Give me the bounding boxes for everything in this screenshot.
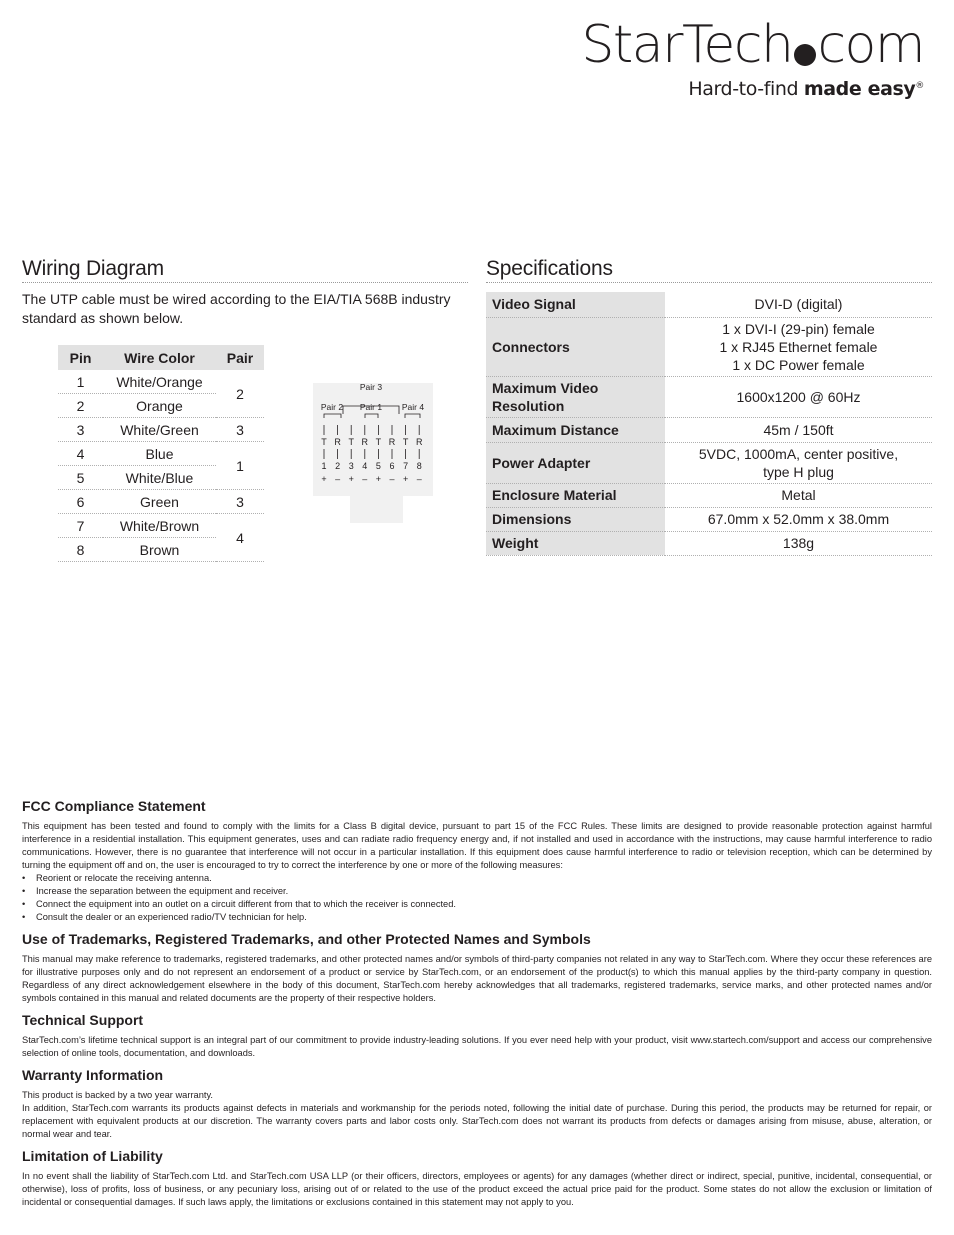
table-row bbox=[486, 531, 932, 555]
pair-4-label: Pair 4 bbox=[401, 402, 425, 412]
spec-value bbox=[665, 317, 932, 376]
pin-polarity-label: – bbox=[362, 474, 368, 484]
list-item: • Consult the dealer or an experienced radio/TV technician for help. bbox=[22, 911, 932, 924]
specs-title-rule bbox=[486, 282, 932, 283]
spec-label: Maximum Distance bbox=[486, 417, 665, 442]
pin-tr-label: R bbox=[361, 437, 369, 447]
logo-name-part-1: StarTech bbox=[581, 15, 793, 75]
spec-value-line: 5VDC, 1000mA, center positive, bbox=[698, 445, 899, 462]
pin-number-label: 8 bbox=[416, 461, 422, 471]
startech-logo bbox=[581, 14, 924, 100]
pair-cell: 2 bbox=[216, 370, 264, 418]
fcc-measures-list bbox=[22, 872, 932, 924]
table-row bbox=[486, 317, 932, 376]
pair-3-label: Pair 3 bbox=[359, 382, 383, 392]
list-item: • Connect the equipment into an outlet on a circuit different from that to which the receiver is connected. bbox=[22, 898, 932, 911]
logo-name-part-2: com bbox=[817, 15, 924, 75]
wire-color-cell: Green bbox=[103, 490, 216, 514]
tagline-regular: Hard-to-find bbox=[688, 78, 804, 100]
pin-tr-label: T bbox=[402, 437, 409, 447]
pin-tr-label: R bbox=[415, 437, 423, 447]
spec-label: Video Signal bbox=[486, 292, 665, 317]
tagline-bold: made easy bbox=[803, 78, 916, 100]
spec-value: Metal bbox=[665, 483, 932, 507]
table-row bbox=[58, 442, 264, 466]
spec-label: Connectors bbox=[486, 317, 665, 376]
table-row bbox=[486, 292, 932, 317]
fcc-body: This equipment has been tested and found to comply with the limits for a Class B digital device, pursuant to part 15 of the FCC Rules. These limits are designed to provide reasonable protection against harmful interference in a residential installation. This equipment generates, uses and can radiate radio frequency energy and, if not installed and used in accordance with the instructions, may cause harmful interference to radio communications. However, there is no guarantee that interference will not occur in a particular installation. If this equipment does cause harmful interference to radio or television reception, which can be determined by turning the equipment off and on, the user is encouraged to try to correct the interference by one or more of the following measures: bbox=[22, 821, 932, 870]
pin-number-label: 7 bbox=[403, 461, 409, 471]
pin-cell: 3 bbox=[58, 418, 103, 442]
wire-color-cell: White/Orange bbox=[103, 370, 216, 394]
spec-value-line: type H plug bbox=[763, 463, 834, 480]
rj45-pinout-diagram bbox=[310, 378, 436, 528]
table-row bbox=[486, 507, 932, 531]
spec-value bbox=[665, 442, 932, 483]
pin-polarity-label: + bbox=[348, 474, 354, 484]
table-row bbox=[486, 442, 932, 483]
wire-color-cell: Orange bbox=[103, 394, 216, 418]
spec-label: Dimensions bbox=[486, 507, 665, 531]
pin-cell: 7 bbox=[58, 514, 103, 538]
pin-tr-label: R bbox=[334, 437, 341, 447]
spec-value: 67.0mm x 52.0mm x 38.0mm bbox=[665, 507, 932, 531]
pair-cell: 1 bbox=[216, 442, 264, 490]
liability-body: In no event shall the liability of StarTech.com Ltd. and StarTech.com USA LLP (or their officers, directors, employees or agents) for any damages (whether direct or indirect, special, punitive, incidental, consequential, or otherwise), loss of profits, loss of business, or any pecuniary loss, arising out of or related to the use of the product exceed the actual price paid for the product. Some states do not allow the exclusion or limitation of incidental or consequential damages. If such laws apply, the limitations or exclusions contained in this statement may not apply to you. bbox=[22, 1171, 932, 1207]
spec-value-line: 1 x DC Power female bbox=[732, 356, 865, 373]
pin-cell: 4 bbox=[58, 442, 103, 466]
support-body: StarTech.com’s lifetime technical support is an integral part of our commitment to provide industry-leading solutions. If you ever need help with your product, visit www.startech.com/support and access our comprehensive selection of online tools, documentation, and downloads. bbox=[22, 1035, 932, 1058]
pin-number-label: 4 bbox=[362, 461, 368, 471]
table-row bbox=[486, 483, 932, 507]
wiring-title-rule bbox=[22, 282, 468, 283]
pair-cell: 3 bbox=[216, 418, 264, 442]
pin-number-label: 3 bbox=[348, 461, 354, 471]
pin-polarity-label: + bbox=[375, 474, 382, 484]
list-item: • Reorient or relocate the receiving antenna. bbox=[22, 872, 932, 885]
header-wire-color: Wire Color bbox=[103, 345, 216, 370]
wire-color-cell: Brown bbox=[103, 538, 216, 562]
warranty-line: This product is backed by a two year warranty. bbox=[22, 1090, 214, 1100]
spec-label: Power Adapter bbox=[486, 442, 665, 483]
pin-tr-label: T bbox=[321, 437, 327, 447]
pin-cell: 6 bbox=[58, 490, 103, 514]
specifications-title: Specifications bbox=[486, 257, 613, 280]
pin-number-label: 5 bbox=[375, 461, 381, 471]
pin-number-label: 6 bbox=[389, 461, 395, 471]
spec-value: 138g bbox=[665, 531, 932, 555]
wiring-diagram-title: Wiring Diagram bbox=[22, 257, 164, 280]
warranty-heading: Warranty Information bbox=[22, 1067, 164, 1083]
pin-tr-label: T bbox=[375, 437, 382, 447]
fcc-heading: FCC Compliance Statement bbox=[22, 798, 206, 814]
header-pin: Pin bbox=[58, 345, 103, 370]
spec-label: Maximum Video Resolution bbox=[486, 376, 665, 417]
pair-cell: 4 bbox=[216, 514, 264, 562]
warranty-block bbox=[22, 1067, 932, 1141]
trademarks-heading: Use of Trademarks, Registered Trademarks, and other Protected Names and Symbols bbox=[22, 931, 591, 947]
pair-1-label: Pair 1 bbox=[359, 402, 383, 412]
wire-color-cell: White/Green bbox=[103, 418, 216, 442]
table-row bbox=[58, 418, 264, 442]
spec-label: Enclosure Material bbox=[486, 483, 665, 507]
legal-section bbox=[22, 798, 932, 1216]
table-row bbox=[58, 514, 264, 538]
pin-cell: 5 bbox=[58, 466, 103, 490]
liability-heading: Limitation of Liability bbox=[22, 1148, 163, 1164]
spec-label: Weight bbox=[486, 531, 665, 555]
pin-number-label: 1 bbox=[321, 461, 327, 471]
support-block bbox=[22, 1012, 932, 1060]
specifications-table bbox=[486, 292, 932, 556]
spec-value-line: 1 x RJ45 Ethernet female bbox=[719, 338, 878, 355]
trademarks-body: This manual may make reference to trademarks, registered trademarks, and other protected names and/or symbols of third-party companies not related in any way to StarTech.com. Where they occur these references are for illustrative purposes only and do not represent an endorsement of a product or service by StarTech.com, or an endorsement of the product(s) to which this manual applies by the third-party company in question. Regardless of any direct acknowledgement elsewhere in the body of this document, StarTech.com hereby acknowledges that all trademarks, registered trademarks, service marks, and other protected names and/or symbols contained in this manual and related documents are the property of their respective holders. bbox=[22, 954, 932, 1003]
pair-cell: 3 bbox=[216, 490, 264, 514]
table-row bbox=[58, 370, 264, 394]
support-heading: Technical Support bbox=[22, 1012, 144, 1028]
pin-cell: 8 bbox=[58, 538, 103, 562]
header-pair: Pair bbox=[216, 345, 264, 370]
spec-value: 1600x1200 @ 60Hz bbox=[665, 376, 932, 417]
spec-value: DVI-D (digital) bbox=[665, 292, 932, 317]
table-row bbox=[58, 490, 264, 514]
registered-mark: ® bbox=[915, 81, 924, 91]
spec-value: 45m / 150ft bbox=[665, 417, 932, 442]
trademarks-block bbox=[22, 931, 932, 1005]
logo-wordmark bbox=[581, 14, 924, 76]
pair-2-label: Pair 2 bbox=[320, 402, 344, 412]
logo-dot-icon bbox=[794, 44, 816, 66]
pin-cell: 2 bbox=[58, 394, 103, 418]
pin-number-label: 2 bbox=[335, 461, 341, 471]
pin-cell: 1 bbox=[58, 370, 103, 394]
logo-tagline bbox=[581, 78, 924, 100]
wiring-table-header-row bbox=[58, 345, 264, 370]
pin-polarity-label: – bbox=[389, 474, 395, 484]
wiring-intro-text: The UTP cable must be wired according to the EIA/TIA 568B industry standard as shown below. bbox=[22, 291, 451, 326]
table-row bbox=[486, 417, 932, 442]
list-item: • Increase the separation between the equipment and receiver. bbox=[22, 885, 932, 898]
pin-tr-label: T bbox=[348, 437, 354, 447]
wire-color-cell: White/Brown bbox=[103, 514, 216, 538]
liability-block bbox=[22, 1148, 932, 1209]
table-row bbox=[486, 376, 932, 417]
pin-polarity-label: + bbox=[402, 474, 409, 484]
pin-tr-label: R bbox=[388, 437, 396, 447]
wire-color-cell: White/Blue bbox=[103, 466, 216, 490]
pin-polarity-label: – bbox=[416, 474, 422, 484]
pin-polarity-label: + bbox=[321, 474, 327, 484]
pin-polarity-label: – bbox=[335, 474, 341, 484]
spec-value-line: 1 x DVI-I (29-pin) female bbox=[722, 320, 875, 337]
wire-color-cell: Blue bbox=[103, 442, 216, 466]
fcc-block bbox=[22, 798, 932, 924]
wiring-table bbox=[58, 345, 264, 562]
warranty-body: In addition, StarTech.com warrants its products against defects in materials and workmanship for the periods noted, following the initial date of purchase. During this period, the products may be returned for repair, or replacement with equivalent products at our discretion. The warranty covers parts and labor costs only. StarTech.com does not warrant its products from defects or damages arising from misuse, abuse, alteration, or normal wear and tear. bbox=[22, 1103, 932, 1139]
